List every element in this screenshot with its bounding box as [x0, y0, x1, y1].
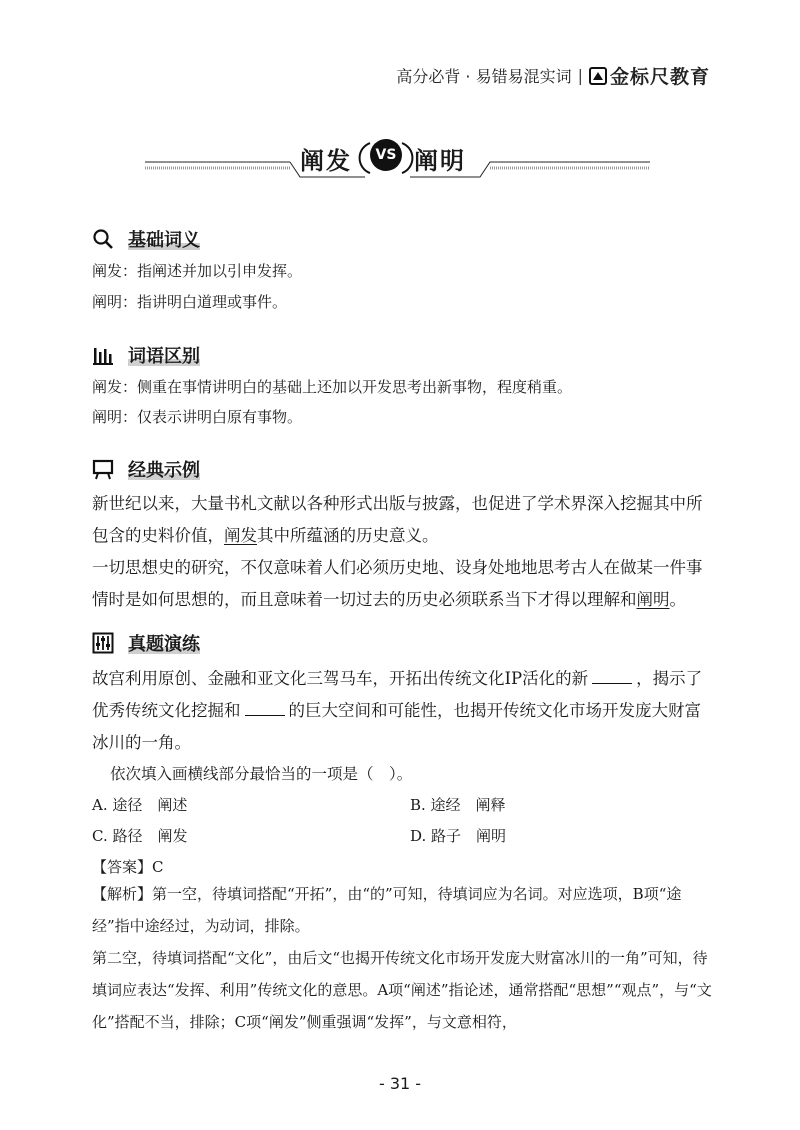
vs-badge: VS: [370, 139, 402, 171]
title-left-word: 阐发: [300, 146, 352, 175]
example-1-text-a: 新世纪以来，大量书札文献以各种形式出版与披露，也促进了学术界深入挖掘其中所包含的史料价值，: [92, 494, 703, 545]
analysis-paragraph-2: 第二空，待填词搭配“文化”，由后文“也揭开传统文化市场开发庞大财富冰川的一角”可知，待填词应表达“发挥、利用”传统文化的意思。A项“阐述”指论述，通常搭配“思想”“观点”，与“文化”搭配不当，排除；C项“阐发”侧重强调“发挥”，与文意相符，: [92, 949, 712, 1031]
sliders-icon: [92, 632, 114, 654]
answer-line: 【答案】C: [92, 858, 164, 876]
section-basic-label: 基础词义: [128, 226, 200, 252]
basic-line-2: 阐明：指讲明白道理或事件。: [92, 293, 288, 311]
presentation-board-icon: [92, 458, 114, 480]
section-practice-heading: [92, 630, 200, 656]
brand-mark-icon: [589, 67, 607, 85]
section-diff-heading: [92, 342, 200, 368]
section-practice-label: 真题演练: [128, 630, 200, 656]
example-2-text-a: 一切思想史的研究，不仅意味着人们必须历史地、设身处地地思考古人在做某一件事情时是如何思想的，而且意味着一切过去的历史必须联系当下才得以理解和: [92, 558, 703, 609]
section-basic-heading: [92, 226, 200, 252]
header-separator: |: [577, 66, 583, 85]
example-2-text-b: 。: [669, 590, 686, 609]
example-paragraph-1: [92, 488, 712, 552]
example-1-text-b: 其中所蕴涵的历史意义。: [257, 526, 439, 545]
option-c: C. 路径 阐发: [92, 827, 188, 845]
magnifier-icon: [92, 228, 114, 250]
section-example-label: 经典示例: [128, 456, 200, 482]
question-part-a: 故宫利用原创、金融和亚文化三驾马车，开拓出传统文化IP活化的新: [92, 669, 589, 688]
practice-question: [92, 663, 712, 759]
page-number: - 31 -: [378, 1074, 422, 1093]
option-b: B. 途经 阐释: [410, 796, 506, 814]
analysis-paragraph-1: 【解析】第一空，待填词搭配“开拓”，由“的”可知，待填词应为名词。对应选项，B项“途经”指中途经过，为动词，排除。: [92, 885, 682, 935]
brand-name: 金标尺教育: [609, 66, 710, 88]
blank-2: [245, 701, 285, 716]
analysis-block: [92, 878, 712, 1038]
brand-logo: [589, 62, 710, 89]
page-header: [396, 62, 710, 89]
title-right-word: 阐明: [414, 146, 466, 175]
title-decoration: [0, 135, 800, 195]
question-part-b: ，揭示了优秀传统文化挖掘和: [92, 669, 703, 720]
bar-chart-icon: [92, 344, 114, 366]
question-part-c: 的巨大空间和可能性，也揭开传统文化市场开发庞大财富冰川的一角。: [92, 701, 701, 752]
question-prompt: 依次填入画横线部分最恰当的一项是（ ）。: [110, 765, 413, 783]
section-example-heading: [92, 456, 200, 482]
option-a: A. 途径 阐述: [92, 796, 188, 814]
example-2-keyword: 阐明: [636, 590, 670, 609]
section-diff-label: 词语区别: [128, 342, 200, 368]
example-1-keyword: 阐发: [224, 526, 257, 545]
diff-line-1: 阐发：侧重在事情讲明白的基础上还加以开发思考出新事物，程度稍重。: [92, 378, 573, 396]
question-text: [92, 663, 712, 759]
title-banner: [0, 135, 800, 195]
diff-line-2: 阐明：仅表示讲明白原有事物。: [92, 408, 303, 426]
example-paragraphs: [92, 488, 712, 616]
basic-line-1: 阐发：指阐述并加以引申发挥。: [92, 262, 303, 280]
option-d: D. 路子 阐明: [410, 827, 507, 845]
blank-1: [592, 669, 632, 684]
header-subtitle: 高分必背 · 易错易混实词: [396, 67, 572, 86]
example-paragraph-2: [92, 552, 712, 616]
